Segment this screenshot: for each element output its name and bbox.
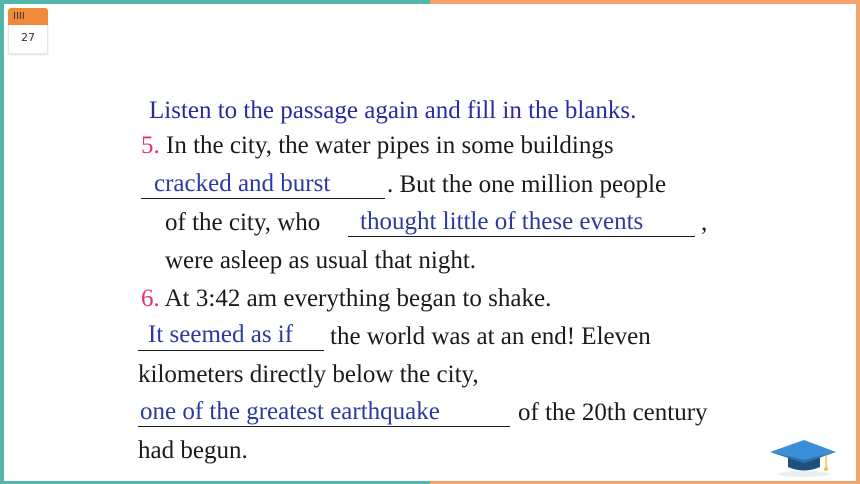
q5-number: 5. [141,132,160,159]
right-border [856,0,860,484]
q5-line1-text: In the city, the water pipes in some buildings [159,132,614,159]
top-border-teal [0,0,430,4]
q6-blank-1[interactable] [138,350,324,351]
q6-answer-1: It seemed as if [148,321,294,348]
q5-answer-1: cracked and burst [154,170,331,197]
q5-answer-2: thought little of these events [360,208,644,235]
q5-line4: were asleep as usual that night. [165,247,477,274]
q5-line1 [141,131,614,161]
q5-line3-pre: of the city, who [165,209,321,236]
graduation-cap-icon [768,438,838,478]
q5-line2: . But the one million people [387,171,667,198]
q6-line1-text: At 3:42 am everything began to shake. [159,285,552,312]
q6-line2: the world was at an end! Eleven [330,323,651,350]
top-border-orange [430,0,860,4]
calendar-icon [8,8,48,54]
q6-number: 6. [141,285,160,312]
left-border [0,0,4,484]
instruction-text: Listen to the passage again and fill in the blanks. [149,97,637,124]
q6-line3: kilometers directly below the city, [138,361,479,388]
q5-line3-post: , [701,209,708,236]
calendar-rings: IIII [13,11,25,22]
q6-line5: had begun. [138,437,248,464]
page-number: 27 [21,31,35,44]
q6-line1 [141,284,551,314]
q6-line4: of the 20th century [518,399,708,426]
q6-answer-2: one of the greatest earthquake [140,398,440,425]
